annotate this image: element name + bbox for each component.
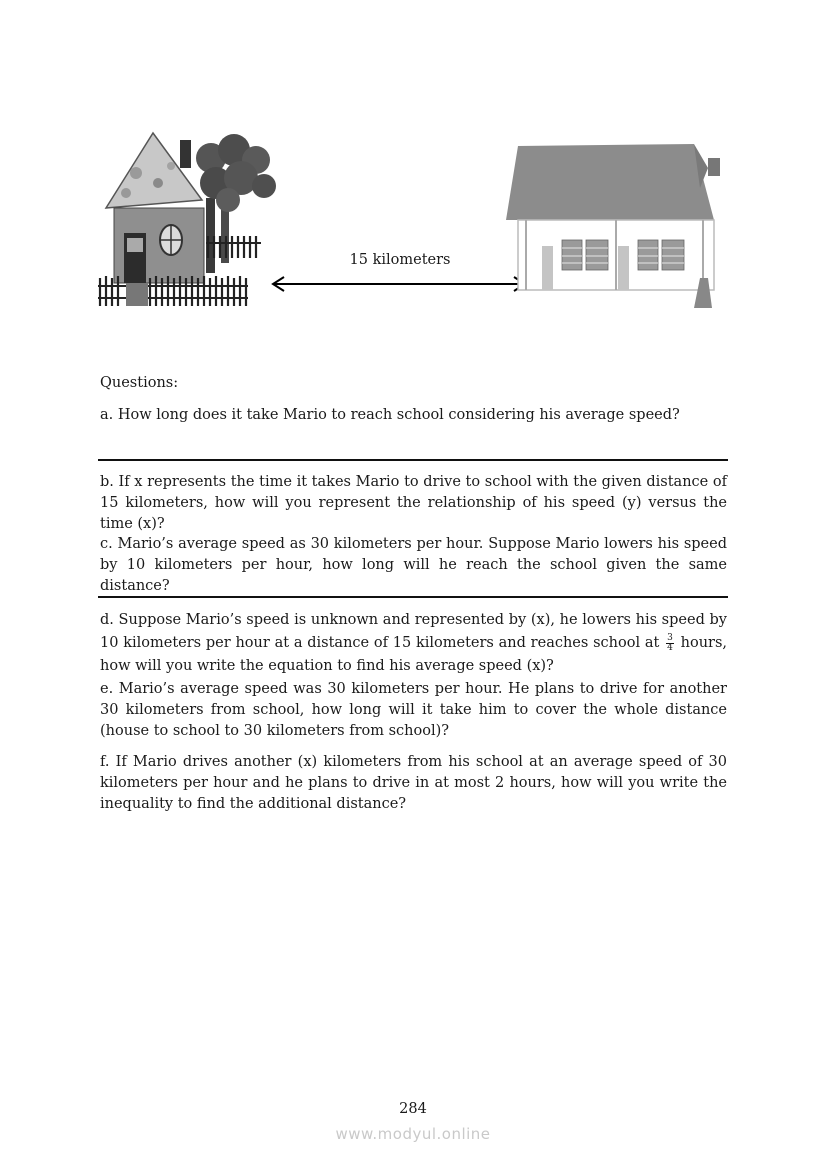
page-number: 284 xyxy=(399,1101,427,1117)
question-d-text-end: hours, how will you write the equation to find his average speed (x)? xyxy=(100,635,728,674)
question-d xyxy=(100,609,727,678)
distance-label: 15 kilometers xyxy=(349,252,451,268)
question-b: b. If x represents the time it takes Mario to drive to school with the given distance of 15 kilometers, how will you represent the relationship of his speed (y) versus the time (x)? xyxy=(100,474,727,532)
question-c: c. Mario’s average speed as 30 kilometers per hour. Suppose Mario lowers his speed by 10 kilometers per hour, how long will he reach the school given the same distance? xyxy=(100,536,727,594)
watermark: www.modyul.online xyxy=(335,1125,491,1143)
question-d-text-start: d. Suppose Mario’s speed is unknown and represented by (x), he lowers his speed by 10 kilometers per hour at a distance of 15 kilometers and reaches school at xyxy=(100,612,727,651)
distance-illustration xyxy=(96,128,730,313)
questions-heading: Questions: xyxy=(100,375,179,391)
question-e: e. Mario’s average speed was 30 kilometers per hour. He plans to drive for another 30 kilometers from school, how long will it take him to cover the whole distance (house to school to 30 kilometers from school)? xyxy=(100,681,727,739)
distance-arrow xyxy=(273,277,525,291)
fraction-three-quarters: $\frac{3}{4}$ xyxy=(667,632,673,653)
house-image xyxy=(98,133,276,306)
question-f: f. If Mario drives another (x) kilometers from his school at an average speed of 30 kilometers per hour and he plans to drive in at most 2 hours, how will you write the inequality to find the additional distance? xyxy=(100,754,727,812)
answer-line xyxy=(98,459,728,461)
question-a: a. How long does it take Mario to reach school considering his average speed? xyxy=(100,407,680,423)
answer-line xyxy=(98,596,728,598)
school-image xyxy=(506,144,720,308)
